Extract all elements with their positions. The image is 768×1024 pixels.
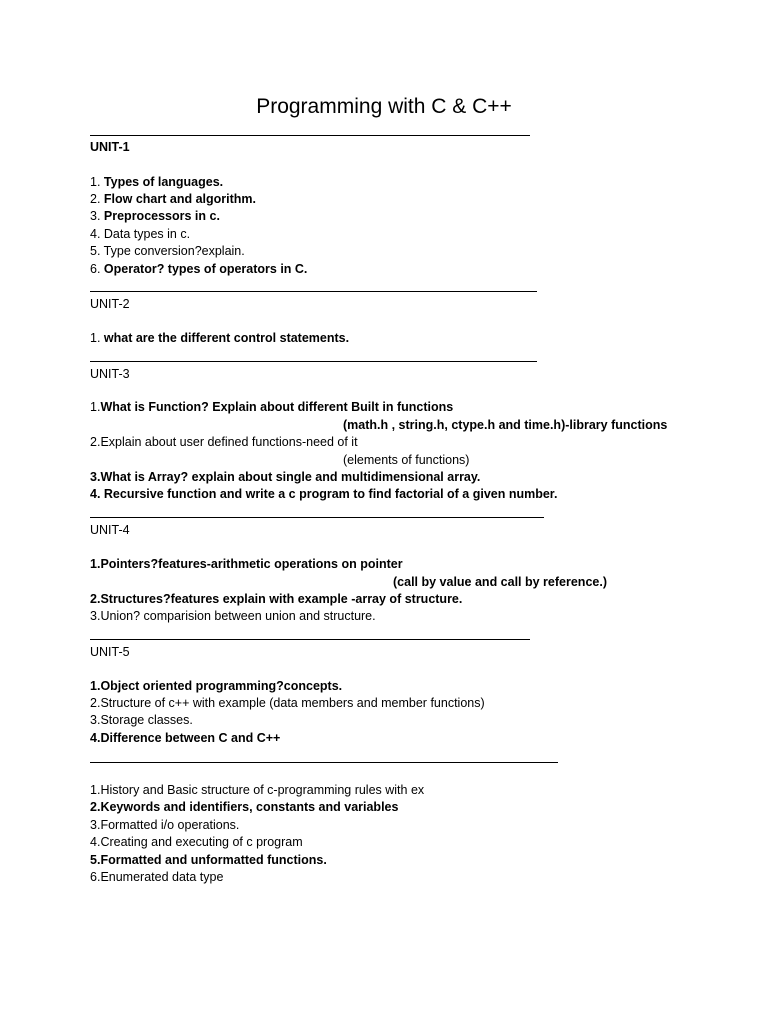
list-item: 4. Data types in c. — [90, 227, 191, 241]
page-title: Programming with C & C++ — [256, 95, 512, 118]
unit-2-heading: UNIT-2 — [90, 297, 130, 311]
unit-1-heading: UNIT-1 — [90, 140, 130, 154]
list-item: 4. Recursive function and write a c program to find factorial of a given number. — [90, 487, 558, 501]
list-item: 4.Difference between C and C++ — [90, 731, 281, 745]
divider — [90, 291, 537, 292]
divider — [90, 762, 558, 763]
list-item: 5. Type conversion?explain. — [90, 244, 245, 258]
list-item: 6.Enumerated data type — [90, 870, 224, 884]
unit-4-heading: UNIT-4 — [90, 523, 130, 537]
list-item: 1.What is Function? Explain about different Built in functions — [90, 400, 454, 414]
unit-5-heading: UNIT-5 — [90, 645, 130, 659]
list-item: 6. Operator? types of operators in C. — [90, 262, 308, 276]
list-item-continuation: (math.h , string.h, ctype.h and time.h)-library functions — [343, 418, 668, 432]
list-item-continuation: (elements of functions) — [343, 453, 470, 467]
list-item-continuation: (call by value and call by reference.) — [393, 575, 607, 589]
list-item: 2.Explain about user defined functions-need of it — [90, 435, 358, 449]
list-item: 1. Types of languages. — [90, 175, 224, 189]
list-item: 1.History and Basic structure of c-programming rules with ex — [90, 783, 425, 797]
unit-3-heading: UNIT-3 — [90, 367, 130, 381]
list-item: 5.Formatted and unformatted functions. — [90, 853, 327, 867]
list-item: 1.Pointers?features-arithmetic operations on pointer — [90, 557, 403, 571]
list-item: 3.Formatted i/o operations. — [90, 818, 240, 832]
divider — [90, 135, 530, 136]
list-item: 3.What is Array? explain about single and multidimensional array. — [90, 470, 481, 484]
list-item: 1. what are the different control statements. — [90, 331, 350, 345]
divider — [90, 639, 530, 640]
list-item: 2.Structure of c++ with example (data members and member functions) — [90, 696, 485, 710]
list-item: 2. Flow chart and algorithm. — [90, 192, 256, 206]
list-item: 1.Object oriented programming?concepts. — [90, 679, 343, 693]
list-item: 3.Union? comparision between union and structure. — [90, 609, 376, 623]
list-item: 2.Structures?features explain with example -array of structure. — [90, 592, 463, 606]
divider — [90, 361, 537, 362]
list-item: 2.Keywords and identifiers, constants and variables — [90, 800, 399, 814]
list-item: 4.Creating and executing of c program — [90, 835, 303, 849]
divider — [90, 517, 544, 518]
list-item: 3.Storage classes. — [90, 713, 193, 727]
list-item: 3. Preprocessors in c. — [90, 209, 220, 223]
